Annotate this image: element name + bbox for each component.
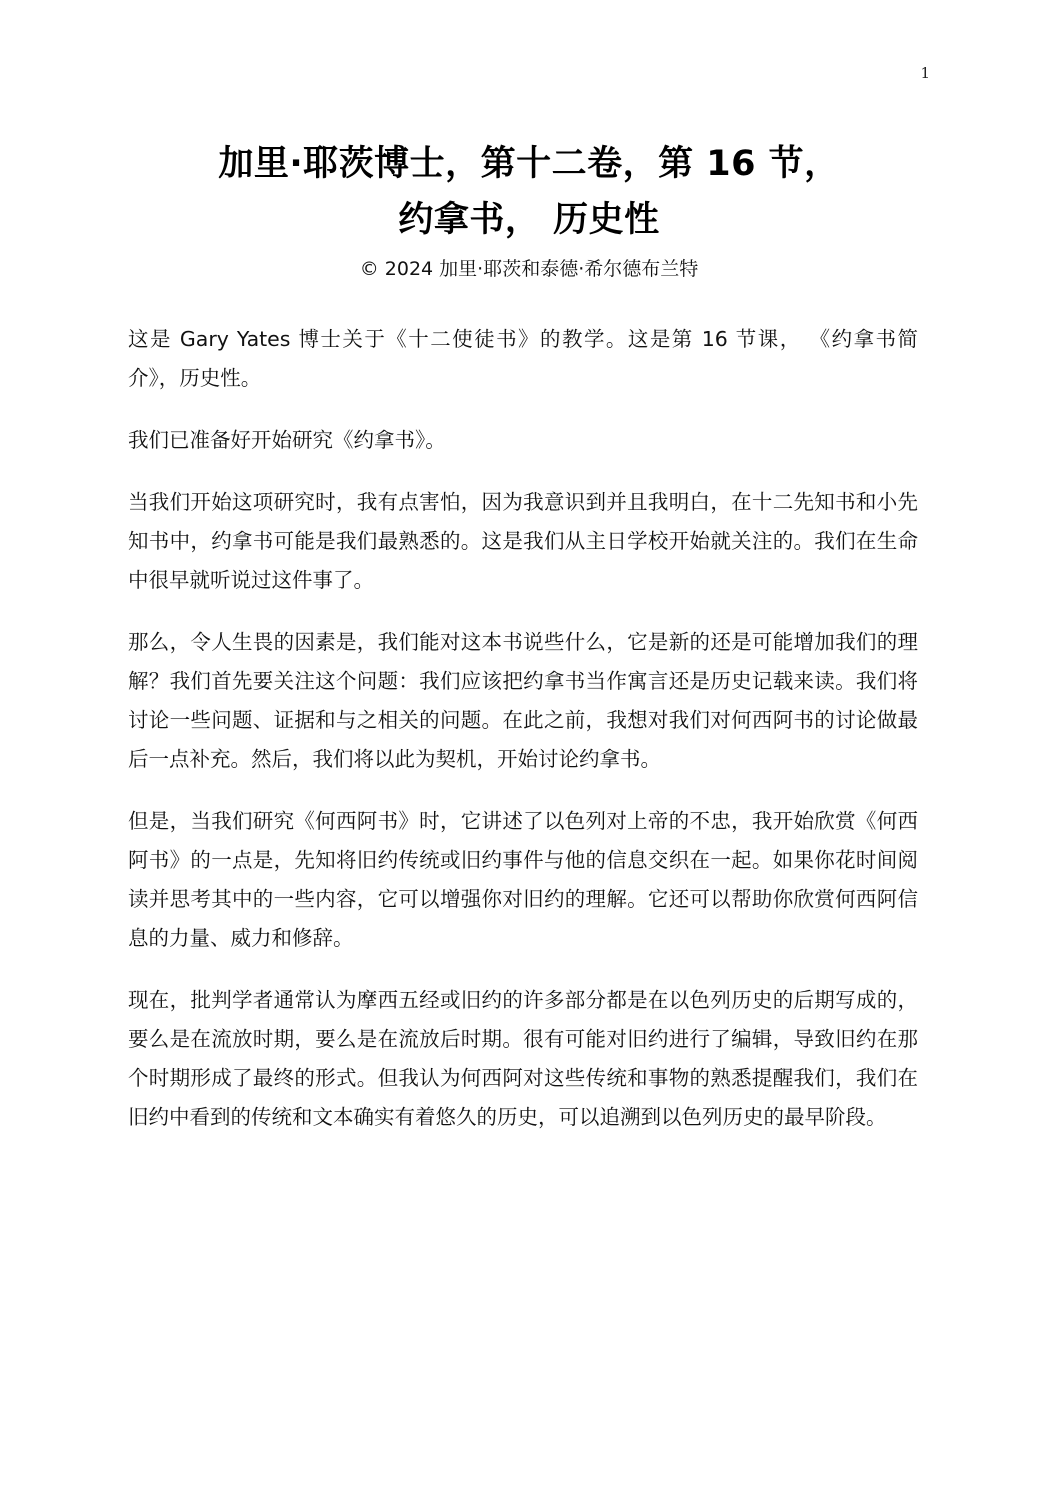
paragraph-hosea: 但是，当我们研究《何西阿书》时，它讲述了以色列对上帝的不忠，我开始欣赏《何西阿书》的一点是，先知将旧约传统或旧约事件与他的信息交织在一起。如果你花时间阅读并思考其中的一些内容，它可以增强你对旧约的理解。它还可以帮助你欣赏何西阿信息的力量、威力和修辞。 [128,809,918,950]
paragraph-intro: 这是 Gary Yates 博士关于《十二使徒书》的教学。这是第 16 节课， 《约拿书简介》，历史性。 [128,327,918,390]
document-body [128,320,918,1160]
paragraph-critical-scholars: 现在，批判学者通常认为摩西五经或旧约的许多部分都是在以色列历史的后期写成的，要么是在流放时期，要么是在流放后时期。很有可能对旧约进行了编辑，导致旧约在那个时期形成了最终的形式。但我认为何西阿对这些传统和事物的熟悉提醒我们，我们在旧约中看到的传统和文本确实有着悠久的历史，可以追溯到以色列历史的最早阶段。 [128,988,918,1129]
document-title-line-1: 加里·耶茨博士，第十二卷，第 16 节， [218,144,840,184]
document-title-line-2: 约拿书， 历史性 [398,200,660,240]
paragraph-question: 那么，令人生畏的因素是，我们能对这本书说些什么，它是新的还是可能增加我们的理解？我们首先要关注这个问题：我们应该把约拿书当作寓言还是历史记载来读。我们将讨论一些问题、证据和与之相关的问题。在此之前，我想对我们对何西阿书的讨论做最后一点补充。然后，我们将以此为契机，开始讨论约拿书。 [128,630,918,771]
document-header [0,136,1058,284]
page-number: 1 [920,64,930,82]
copyright-notice: © 2024 加里·耶茨和泰德·希尔德布兰特 [359,258,699,280]
paragraph-ready: 我们已准备好开始研究《约拿书》。 [128,428,446,452]
paragraph-familiarity: 当我们开始这项研究时，我有点害怕，因为我意识到并且我明白，在十二先知书和小先知书中，约拿书可能是我们最熟悉的。这是我们从主日学校开始就关注的。我们在生命中很早就听说过这件事了。 [128,490,918,592]
